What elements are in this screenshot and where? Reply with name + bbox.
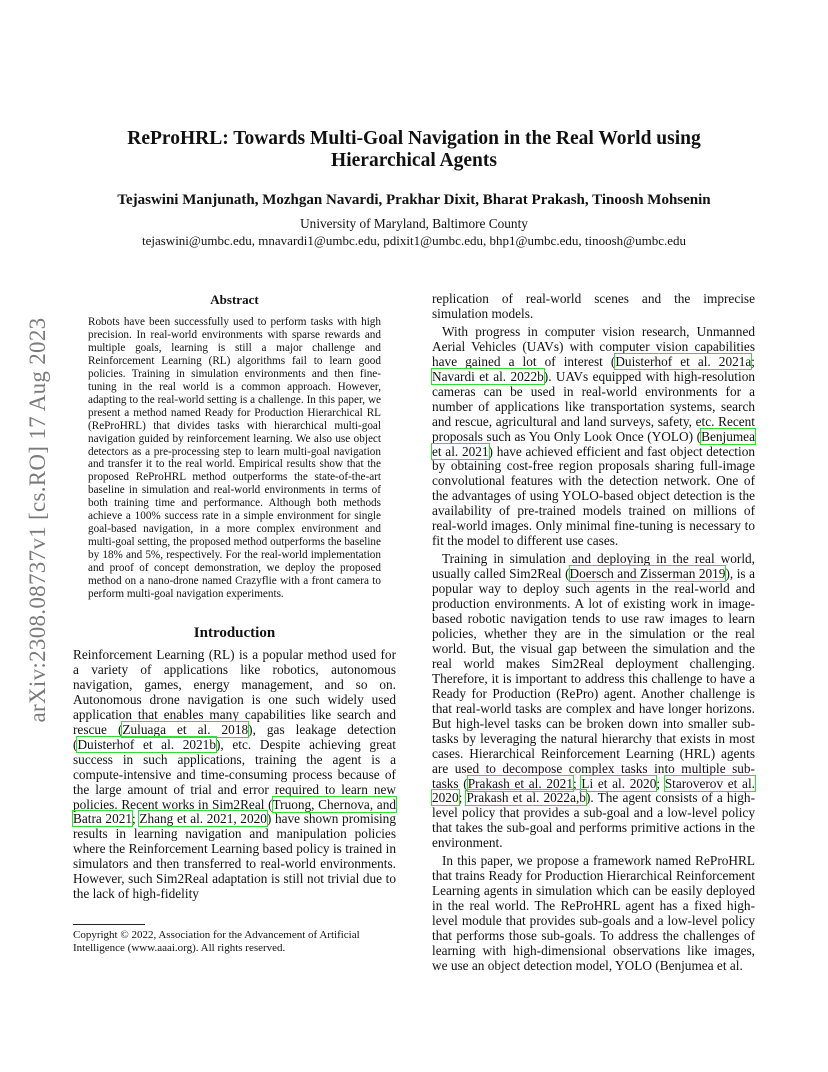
paper-title: ReProHRL: Towards Multi-Goal Navigation in the Real World using Hierarchical Agents [127, 128, 701, 171]
citation-link[interactable]: Truong, Chernova, and Batra 2021 [73, 796, 396, 827]
intro-paragraph-1-part-2: replication of real-world scenes and the imprecise simulation models. [432, 291, 755, 321]
citation-link[interactable]: Navardi et al. 2022b [432, 368, 544, 384]
citation-link[interactable]: Zhang et al. 2021, 2020 [139, 811, 267, 827]
copyright-footnote [73, 924, 396, 954]
citation-link[interactable]: Duisterhof et al. 2021b [77, 736, 216, 752]
citation-link[interactable]: Duisterhof et al. 2021a [615, 353, 752, 369]
citation-link[interactable]: Staroverov et al. 2020 [432, 775, 755, 806]
citation-link[interactable]: Benjumea et al. 2021 [432, 428, 755, 459]
left-column [73, 292, 396, 902]
author-list: Tejaswini Manjunath, Mozhgan Navardi, Prakhar Dixit, Bharat Prakash, Tinoosh Mohsenin [117, 192, 711, 208]
citation-link[interactable]: Li et al. 2020 [581, 775, 657, 791]
intro-paragraph-2: With progress in computer vision research, Unmanned Aerial Vehicles (UAVs) with computer vision capabilities have gained a lot of interest (Duisterhof et al. 2021a; Navardi et al. 2022b). UAVs equipped with high-resolution cameras can be used in real-world environments for a number of applications like transportation systems, search and rescue, agricultural and land surveys, safety, etc. Recent proposals such as You Only Look Once (YOLO) (Benjumea et al. 2021) have achieved efficient and fast object detection by obtaining cost-free region proposals sharing full-image convolutional features with the detection network. One of the advantages of using YOLO-based object detection is the availability of pre-trained models trained on millions of real-world images. Only minimal fine-tuning is necessary to fit the model to different use cases. [432, 323, 755, 549]
copyright-text: Copyright © 2022, Association for the Advancement of Artificial Intelligence (www.aaai.org). All rights reserved. [73, 929, 360, 954]
affiliation: University of Maryland, Baltimore County [300, 216, 528, 231]
abstract-text: Robots have been successfully used to perform tasks with high precision. In real-world environments with sparse rewards and multiple goals, learning is still a major challenge and Reinforcement Learning (RL) algorithms fail to learn good policies. Training in simulation environments and then fine-tuning in the real world is a common approach. However, adapting to the real-world setting is a challenge. In this paper, we present a method named Ready for Production Hierarchical RL (ReProHRL) that divides tasks with hierarchical multi-goal navigation guided by reinforcement learning. We also use object detectors as a pre-processing step to learn multi-goal navigation and transfer it to the real world. Empirical results show that the proposed ReProHRL method outperforms the state-of-the-art baseline in simulation and real-world environments in terms of both training time and performance. Although both methods achieve a 100% success rate in a simple environment for single goal-based navigation, in a more complex environment and multi-goal setting, the proposed method outperforms the baseline by 18% and 5%, respectively. For the real-world implementation and proof of concept demonstration, we deploy the proposed method on a nano-drone named Crazyflie with a front camera to perform multi-goal navigation experiments. [88, 316, 381, 601]
intro-paragraph-4: In this paper, we propose a framework named ReProHRL that trains Ready for Production Hierarchical Reinforcement Learning agents in simulation which can be easily deployed in the real world. The ReProHRL agent has a fixed high-level module that provides sub-goals and a low-level policy that performs those sub-goals. To address the challenges of learning with high-dimensional observations like images, we use an object detection model, YOLO (Benjumea et al. [432, 853, 755, 973]
arxiv-identifier-text: arXiv:2308.08737v1 [cs.RO] 17 Aug 2023 [25, 317, 50, 723]
citation-link[interactable]: Prakash et al. 2022a,b [466, 790, 586, 806]
citation-link[interactable]: Zuluaga et al. 2018 [122, 721, 249, 737]
citation-link[interactable]: Doersch and Zisserman 2019 [569, 566, 726, 582]
footnote-rule [73, 924, 145, 925]
citation-link[interactable]: Prakash et al. 2021 [467, 775, 573, 791]
arxiv-identifier [20, 275, 56, 765]
intro-paragraph-3: Training in simulation and deploying in the real world, usually called Sim2Real (Doersch and Zisserman 2019), is a popular way to deploy such agents in the real-world and production environments. A lot of existing work in image-based robotic navigation tends to use raw images to learn policies, whether they are in the simulation or the real world. But, the visual gap between the simulation and the real world makes Sim2Real deployment challenging. Therefore, it is important to address this challenge to have a Ready for Production (RePro) agent. Another challenge is that real-world tasks are complex and have longer horizons. But high-level tasks can be broken down into smaller sub-tasks by leveraging the natural hierarchy that exists in most cases. Hierarchical Reinforcement Learning (HRL) agents are used to decompose complex tasks into multiple sub-tasks (Prakash et al. 2021; Li et al. 2020; Staroverov et al. 2020; Prakash et al. 2022a,b). The agent consists of a high-level policy that provides a sub-goal and a low-level policy that takes the sub-goal and performs primitive actions in the environment. [432, 551, 755, 851]
intro-paragraph-1-part-1: Reinforcement Learning (RL) is a popular method used for a variety of applications like robotics, autonomous navigation, games, energy management, and so on. Autonomous drone navigation is one such widely used application that enables many capabilities like search and rescue (Zuluaga et al. 2018), gas leakage detection (Duisterhof et al. 2021b), etc. Despite achieving great success in such applications, training the agent is a compute-intensive and time-consuming process because of the large amount of trial and error required to learn new policies. Recent works in Sim2Real (Truong, Chernova, and Batra 2021; Zhang et al. 2021, 2020) have shown promising results in learning navigation and manipulation policies where the Reinforcement Learning based policy is trained in simulators and then transferred to real-world environments. However, such Sim2Real adaptation is still not trivial due to the lack of high-fidelity [73, 646, 396, 902]
author-emails: tejaswini@umbc.edu, mnavardi1@umbc.edu, pdixit1@umbc.edu, bhp1@umbc.edu, tinoosh@umbc.edu [141, 233, 686, 248]
introduction-heading: Introduction [193, 624, 276, 641]
right-column [432, 292, 755, 974]
abstract-heading: Abstract [210, 292, 259, 307]
